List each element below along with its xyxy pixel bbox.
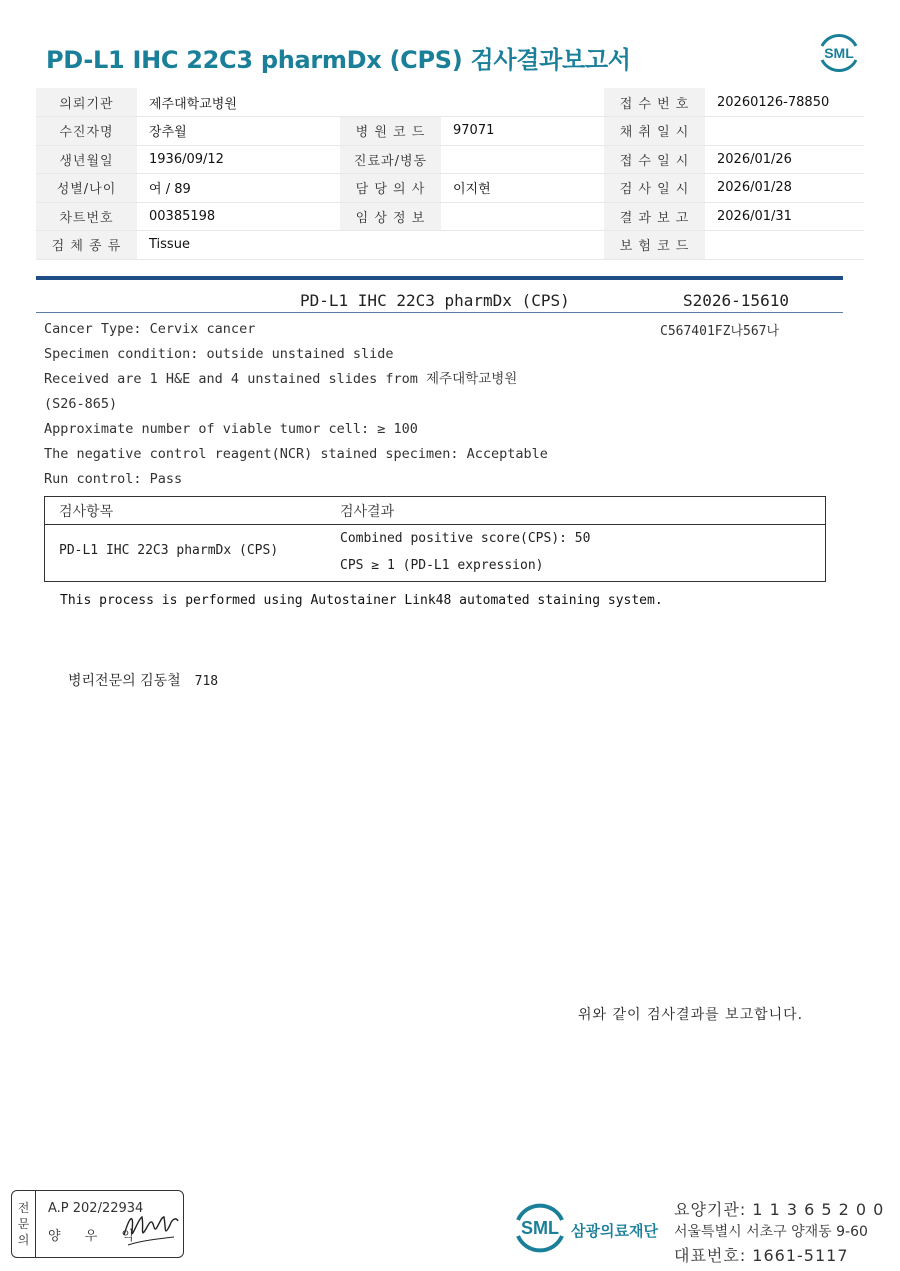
- sml-footer-logo-icon: [510, 1198, 570, 1258]
- report-code: S2026-15610: [683, 291, 789, 310]
- info-label: 진료과/병동: [340, 145, 441, 174]
- result-table-header: [45, 497, 825, 525]
- info-row: [36, 174, 864, 203]
- report-line: Specimen condition: outside unstained slide: [44, 346, 394, 362]
- report-line: The negative control reagent(NCR) stained specimen: Acceptable: [44, 446, 548, 462]
- info-label: 접 수 일 시: [604, 145, 705, 174]
- info-value: 2026/01/26: [705, 145, 864, 174]
- info-label: 담 당 의 사: [340, 174, 441, 203]
- result-value-interpretation: CPS ≥ 1 (PD-L1 expression): [340, 558, 544, 573]
- info-label: 성별/나이: [36, 174, 137, 203]
- info-value: [705, 117, 864, 146]
- stamp-side-char: 문: [17, 1217, 30, 1231]
- signature-icon: [120, 1205, 182, 1251]
- result-item-name: PD-L1 IHC 22C3 pharmDx (CPS): [59, 543, 279, 558]
- info-value: 제주대학교병원: [137, 88, 604, 117]
- info-label: 접 수 번 호: [604, 88, 705, 117]
- section-divider-line: [36, 312, 843, 313]
- stamp-license: A.P 202/22934: [48, 1201, 144, 1216]
- info-value: [441, 202, 604, 231]
- info-value: [441, 145, 604, 174]
- info-label: 임 상 정 보: [340, 202, 441, 231]
- info-value: 1936/09/12: [137, 145, 340, 174]
- info-value: 2026/01/31: [705, 202, 864, 231]
- info-value: 00385198: [137, 202, 340, 231]
- report-sub-code: C567401FZ나567나: [660, 324, 780, 339]
- patient-info-table: [36, 88, 864, 260]
- logo-text: SML: [824, 45, 854, 61]
- report-line: Approximate number of viable tumor cell: ≥ 100: [44, 421, 418, 437]
- pathologist-name: 병리전문의 김동철: [68, 673, 181, 689]
- info-label: 의뢰기관: [36, 88, 137, 117]
- footer-org-name: 삼광의료재단: [571, 1222, 658, 1240]
- report-line: Received are 1 H&E and 4 unstained slides from 제주대학교병원: [44, 371, 518, 387]
- specialist-stamp: [11, 1190, 184, 1258]
- info-label: 차트번호: [36, 202, 137, 231]
- footer-info: [674, 1199, 884, 1268]
- info-label: 결 과 보 고: [604, 202, 705, 231]
- info-label: 보 험 코 드: [604, 231, 705, 260]
- footer-phone: 대표번호: 1661-5117: [674, 1246, 849, 1265]
- info-label: 채 취 일 시: [604, 117, 705, 146]
- info-value: [705, 231, 864, 260]
- sml-logo-icon: [816, 30, 862, 76]
- report-line: (S26-865): [44, 396, 118, 412]
- stamp-name: 양 우 익: [48, 1229, 144, 1244]
- report-body: [44, 320, 548, 495]
- result-table: [44, 496, 826, 582]
- report-line: Run control: Pass: [44, 471, 183, 487]
- footer-institution-code: 요양기관: 1 1 3 6 5 2 0 0: [674, 1200, 885, 1219]
- info-label: 수진자명: [36, 117, 137, 146]
- pathologist: [68, 670, 218, 690]
- info-value: 이지현: [441, 174, 604, 203]
- info-label: 생년월일: [36, 145, 137, 174]
- info-row: [36, 202, 864, 231]
- info-value: 97071: [441, 117, 604, 146]
- report-test-name: PD-L1 IHC 22C3 pharmDx (CPS): [300, 291, 570, 310]
- footer-address: 서울특별시 서초구 양재동 9-60: [674, 1224, 868, 1240]
- info-label: 검 사 일 시: [604, 174, 705, 203]
- report-line: Cancer Type: Cervix cancer: [44, 321, 256, 337]
- report-title: PD-L1 IHC 22C3 pharmDx (CPS) 검사결과보고서: [46, 46, 631, 74]
- info-value: 20260126-78850: [705, 88, 864, 117]
- info-value: 장추월: [137, 117, 340, 146]
- info-label: 검 체 종 류: [36, 231, 137, 260]
- info-row: [36, 88, 864, 117]
- stamp-side-char: 전: [17, 1201, 30, 1215]
- result-value-cps: Combined positive score(CPS): 50: [340, 531, 591, 546]
- stamp-side-char: 의: [17, 1233, 30, 1247]
- info-row: [36, 117, 864, 146]
- info-value: 여 / 89: [137, 174, 340, 203]
- pathologist-number: 718: [194, 674, 219, 689]
- info-label: 병 원 코 드: [340, 117, 441, 146]
- section-divider-bar: [36, 276, 843, 280]
- info-value: Tissue: [137, 231, 604, 260]
- col-header-item: 검사항목: [59, 504, 114, 520]
- info-value: 2026/01/28: [705, 174, 864, 203]
- info-row: [36, 231, 864, 260]
- footer-logo-text: SML: [521, 1218, 559, 1238]
- info-row: [36, 145, 864, 174]
- closing-statement: 위와 같이 검사결과를 보고합니다.: [578, 1007, 804, 1023]
- stamp-side-label: [12, 1191, 36, 1257]
- process-note: This process is performed using Autostainer Link48 automated staining system.: [60, 593, 663, 608]
- col-header-result: 검사결과: [340, 504, 395, 520]
